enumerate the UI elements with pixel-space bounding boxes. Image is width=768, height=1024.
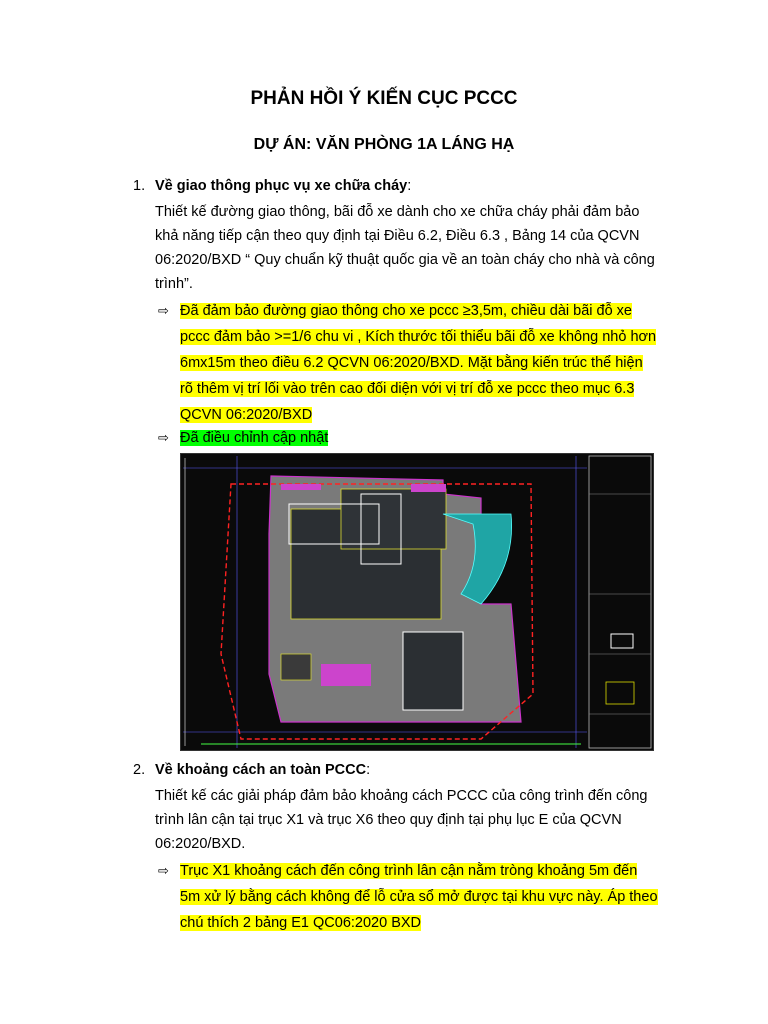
response-line: rõ thêm vị trí lối vào trên cao đối diện với vị trí đỗ xe pccc theo mục 6.3 <box>180 381 635 397</box>
response-line: pccc đảm bảo >=1/6 chu vi , Kích thước tối thiểu bãi đỗ xe không nhỏ hơn <box>180 329 657 345</box>
paragraph-line: Thiết kế các giải pháp đảm bảo khoảng cách PCCC của công trình đến công <box>155 788 648 804</box>
cad-site-plan-image <box>180 453 654 751</box>
site-plan-drawing <box>181 454 653 750</box>
arrow-right-outline-icon: ⇨ <box>158 430 169 445</box>
response-line: QCVN 06:2020/BXD <box>180 407 313 423</box>
paragraph-line: 06:2020/BXD. <box>155 836 246 852</box>
response-line: chú thích 2 bảng E1 QC06:2020 BXD <box>180 915 422 931</box>
section-2-paragraph <box>155 784 675 856</box>
arrow-right-outline-icon: ⇨ <box>158 303 169 318</box>
response-line: Đã đảm bảo đường giao thông cho xe pccc ≥3,5m, chiều dài bãi đỗ xe <box>180 303 632 319</box>
section-1-heading: 1. Về giao thông phục vụ xe chữa cháy: <box>133 178 412 194</box>
paragraph-line: khả năng tiếp cận theo quy định tại Điều 6.2, Điều 6.3 , Bảng 14 của QCVN <box>155 228 640 244</box>
page-title: PHẢN HỒI Ý KIẾN CỤC PCCC <box>250 88 518 109</box>
section-1-number: 1. <box>133 178 146 194</box>
section-2-heading: 2. Về khoảng cách an toàn PCCC: <box>133 762 371 778</box>
arrow-right-outline-icon: ⇨ <box>158 863 169 878</box>
update-note-text: Đã điều chỉnh cập nhật <box>180 430 329 446</box>
section-1-title: Về giao thông phục vụ xe chữa cháy <box>155 178 408 194</box>
section-2-number: 2. <box>133 762 146 778</box>
response-line: 5m xử lý bằng cách không để lỗ cửa sổ mở được tại khu vực này. Áp theo <box>180 889 658 905</box>
paragraph-line: Thiết kế đường giao thông, bãi đỗ xe dành cho xe chữa cháy phải đảm bảo <box>155 204 640 220</box>
paragraph-line: trình lân cận tại trục X1 và trục X6 theo quy định tại phụ lục E của QCVN <box>155 812 622 828</box>
section-1-paragraph <box>155 200 675 296</box>
response-line: Trục X1 khoảng cách đến công trình lân cận nằm tròng khoảng 5m đến <box>180 863 638 879</box>
paragraph-line: 06:2020/BXD “ Quy chuẩn kỹ thuật quốc gia về an toàn cháy cho nhà và công <box>155 252 655 268</box>
section-2-title: Về khoảng cách an toàn PCCC <box>155 762 367 778</box>
project-subtitle: DỰ ÁN: VĂN PHÒNG 1A LÁNG HẠ <box>253 136 515 153</box>
response-line: 6mx15m theo điều 6.2 QCVN 06:2020/BXD. Mặt bằng kiến trúc thể hiện <box>180 355 643 371</box>
paragraph-line: trình”. <box>155 276 193 292</box>
